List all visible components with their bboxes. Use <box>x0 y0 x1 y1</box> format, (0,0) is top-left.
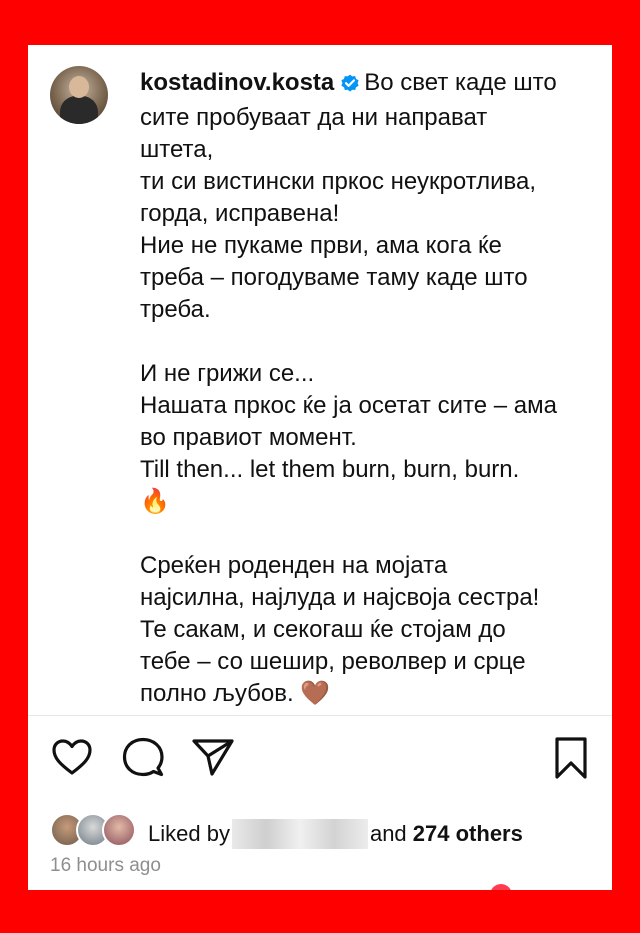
liked-by-prefix: Liked by <box>148 821 230 846</box>
caption-line: Во свет каде што <box>364 69 557 96</box>
post-caption <box>140 67 602 710</box>
caption-line: Нашата пркос ќе ја осетат сите – ама <box>140 392 557 419</box>
liked-by-and: and <box>369 821 407 846</box>
caption-line: 🔥 <box>140 488 170 515</box>
caption-line: ти си вистински пркос неукротлива, <box>140 168 537 195</box>
heart-icon[interactable] <box>50 735 94 784</box>
caption-line: сите пробуваат да ни направат <box>140 104 488 131</box>
liker-avatar <box>102 813 136 847</box>
caption-line: Till then... let them burn, burn, burn. <box>140 456 520 483</box>
notification-dot <box>490 884 512 890</box>
action-bar <box>28 735 612 785</box>
caption-line: горда, исправена! <box>140 200 340 227</box>
caption-line <box>140 326 602 358</box>
caption-line: Ние не пукаме први, ама кога ќе <box>140 232 502 259</box>
caption-line: полно љубов. 🤎 <box>140 680 331 707</box>
post-timestamp: 16 hours ago <box>50 855 161 876</box>
caption-line: Среќен роденден на мојата <box>140 552 448 579</box>
share-icon[interactable] <box>190 735 236 784</box>
likes-row <box>50 813 610 849</box>
caption-line: И не грижи се... <box>140 360 315 387</box>
liked-by-text[interactable] <box>148 819 523 849</box>
post-card <box>28 45 612 890</box>
username[interactable]: kostadinov.kosta <box>140 69 335 96</box>
comment-icon[interactable] <box>121 735 165 784</box>
caption-line: треба. <box>140 296 211 323</box>
caption-line: Те сакам, и секогаш ќе стојам до <box>140 616 506 643</box>
verified-icon <box>340 70 360 102</box>
caption-line: најсилна, најлуда и најсвоја сестра! <box>140 584 540 611</box>
avatar[interactable] <box>50 66 108 124</box>
blurred-username <box>232 819 368 849</box>
divider <box>28 715 612 716</box>
caption-line <box>140 518 602 550</box>
caption-line: тебе – со шешир, револвер и срце <box>140 648 526 675</box>
caption-line: во правиот момент. <box>140 424 357 451</box>
caption-line: треба – погодуваме таму каде што <box>140 264 528 291</box>
caption-line: штета, <box>140 136 214 163</box>
liker-avatars[interactable] <box>50 813 142 849</box>
likes-count[interactable]: 274 others <box>412 821 523 846</box>
bookmark-icon[interactable] <box>551 735 591 786</box>
